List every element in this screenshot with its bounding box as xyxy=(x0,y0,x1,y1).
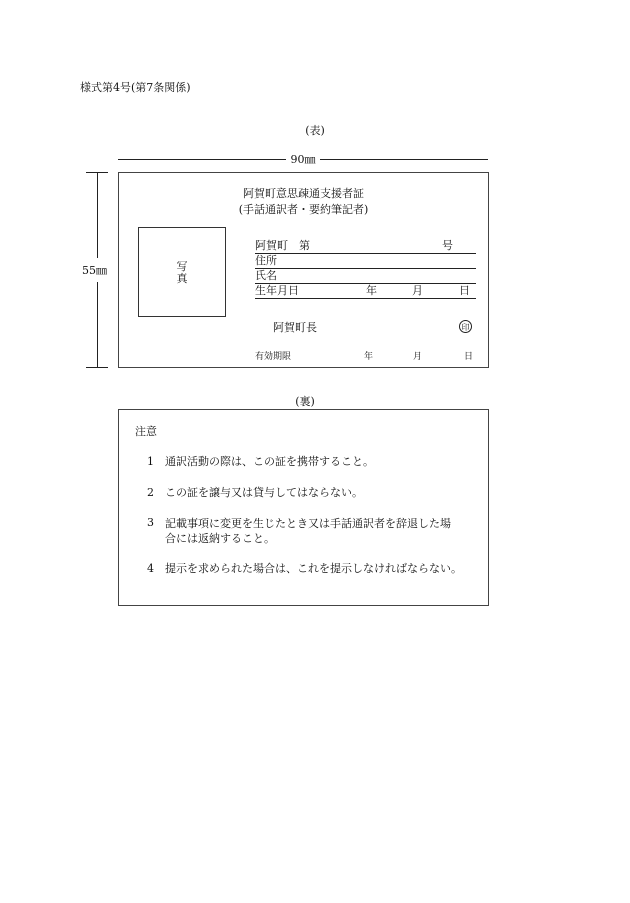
notice-item-4: 提示を求められた場合は、これを提示しなければならない。 xyxy=(165,562,462,575)
expiry-day: 日 xyxy=(464,352,474,362)
notice-item-4-num: 4 xyxy=(147,562,154,575)
photo-label: 写 真 xyxy=(176,260,188,285)
birth-month: 月 xyxy=(412,284,423,297)
birth-underline xyxy=(255,298,476,299)
back-heading: (裏) xyxy=(295,395,315,408)
card-front xyxy=(118,172,489,368)
width-dimension-line-right xyxy=(320,159,488,160)
birth-year: 年 xyxy=(366,284,377,297)
width-dimension-line-left xyxy=(118,159,286,160)
notice-item-1-num: 1 xyxy=(147,455,154,468)
notice-item-3-num: 3 xyxy=(147,516,154,529)
birth-day: 日 xyxy=(459,284,470,297)
notice-item-3: 記載事項に変更を生じたとき又は手話通訳者を辞退した場 合には返納すること。 xyxy=(165,517,451,545)
number-suffix: 号 xyxy=(442,239,453,252)
birth-label: 生年月日 xyxy=(255,284,299,297)
form-label: 様式第4号(第7条関係) xyxy=(80,81,191,94)
notice-title: 注意 xyxy=(135,425,157,438)
card-title: 阿賀町意思疎通支援者証 xyxy=(243,187,364,200)
photo-box xyxy=(138,227,226,317)
number-prefix: 阿賀町 第 xyxy=(255,239,310,252)
address-label: 住所 xyxy=(255,254,277,267)
notice-item-2-num: 2 xyxy=(147,486,154,499)
card-subtitle: (手話通訳者・要約筆記者) xyxy=(238,203,369,216)
expiry-month: 月 xyxy=(413,352,423,362)
address-underline xyxy=(255,268,476,269)
notice-item-2: この証を譲与又は貸与してはならない。 xyxy=(165,486,363,499)
notice-item-1: 通訳活動の際は、この証を携帯すること。 xyxy=(165,455,374,468)
issuer: 阿賀町長 xyxy=(273,321,317,334)
height-dimension-line-bottom xyxy=(97,282,98,367)
height-label: 55㎜ xyxy=(82,264,107,277)
height-dimension-tick-bottom xyxy=(86,367,108,368)
expiry-year: 年 xyxy=(364,352,374,362)
front-heading: (表) xyxy=(305,124,325,137)
seal-mark: 印 xyxy=(459,320,472,333)
expiry-label: 有効期限 xyxy=(255,352,292,362)
card-back xyxy=(118,409,489,606)
number-underline xyxy=(255,253,476,254)
name-label: 氏名 xyxy=(255,269,277,282)
height-dimension-line-top xyxy=(97,172,98,258)
width-label: 90㎜ xyxy=(290,153,316,166)
